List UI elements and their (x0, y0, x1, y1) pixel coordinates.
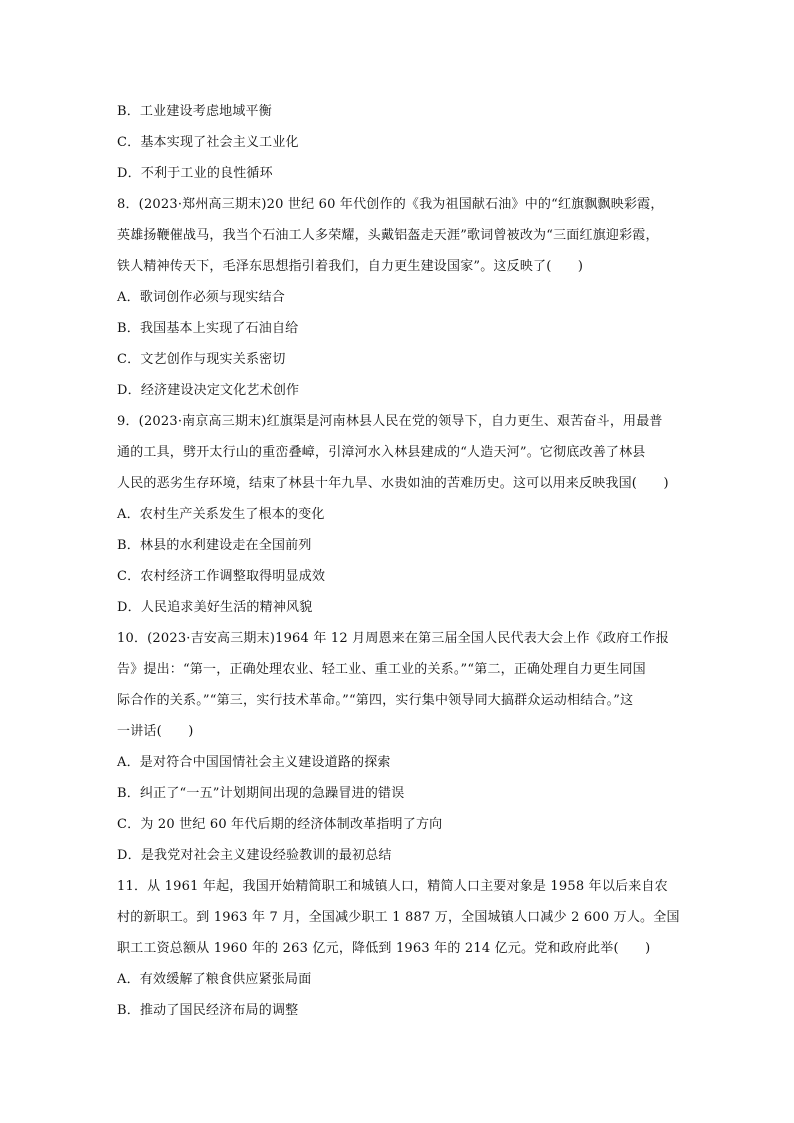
question-8-stem-line: 英雄扬鞭催战马，我当个石油工人多荣耀，头戴铝盔走天涯”歌词曾被改为“三面红旗迎彩霞， (117, 228, 659, 243)
option-c: C．基本实现了社会主义工业化 (117, 135, 299, 150)
question-11-option-b: B．推动了国民经济布局的调整 (117, 1003, 299, 1018)
question-10-stem-line: 一讲话( ) (117, 724, 194, 739)
question-10-stem-line: 10．(2023·吉安高三期末)1964 年 12 月周恩来在第三届全国人民代表大会上作《政府工作报 (117, 631, 669, 646)
question-9-option-c: C．农村经济工作调整取得明显成效 (117, 569, 326, 584)
question-8-option-c: C．文艺创作与现实关系密切 (117, 352, 286, 367)
question-10 (117, 623, 687, 871)
question-11-stem-line: 职工工资总额从 1960 年的 263 亿元，降低到 1963 年的 214 亿元。党和政府此举( ) (117, 941, 651, 956)
question-9-stem-line: 通的工具，劈开太行山的重峦叠嶂，引漳河水入林县建成的“人造天河”。它彻底改善了林县 (117, 445, 646, 460)
question-10-option-b: B．纠正了“一五”计划期间出现的急躁冒进的错误 (117, 786, 405, 801)
question-11-stem-line: 村的新职工。到 1963 年 7 月，全国减少职工 1 887 万，全国城镇人口减少 2 600 万人。全国 (117, 910, 680, 925)
question-9-option-d: D．人民追求美好生活的精神风貌 (117, 600, 313, 615)
question-9 (117, 406, 687, 623)
option-d: D．不利于工业的良性循环 (117, 166, 273, 181)
question-9-stem-line: 人民的恶劣生存环境，结束了林县十年九旱、水贵如油的苦难历史。这可以用来反映我国( ) (117, 476, 669, 491)
question-8-stem-line: 铁人精神传天下，毛泽东思想指引着我们，自力更生建设国家”。这反映了( ) (117, 259, 584, 274)
option-b: B．工业建设考虑地域平衡 (117, 104, 272, 119)
question-8-stem-line: 8．(2023·郑州高三期末)20 世纪 60 年代创作的《我为祖国献石油》中的“红旗飘飘映彩霞， (117, 197, 664, 212)
question-9-option-a: A．农村生产关系发生了根本的变化 (117, 507, 325, 522)
question-10-option-a: A．是对符合中国国情社会主义建设道路的探索 (117, 755, 391, 770)
question-9-option-b: B．林县的水利建设走在全国前列 (117, 538, 312, 553)
previous-question-options (117, 96, 687, 189)
question-8-option-a: A．歌词创作必须与现实结合 (117, 290, 285, 305)
question-11-option-a: A．有效缓解了粮食供应紧张局面 (117, 972, 312, 987)
question-10-stem-line: 告》提出：“第一，正确处理农业、轻工业、重工业的关系。”“第二，正确处理自力更生同国 (117, 662, 646, 677)
question-8 (117, 189, 687, 406)
question-10-option-c: C．为 20 世纪 60 年代后期的经济体制改革指明了方向 (117, 817, 443, 832)
question-11 (117, 871, 687, 1026)
question-8-option-b: B．我国基本上实现了石油自给 (117, 321, 299, 336)
question-11-stem-line: 11．从 1961 年起，我国开始精简职工和城镇人口，精简人口主要对象是 1958 年以后来自农 (117, 879, 668, 894)
question-9-stem-line: 9．(2023·南京高三期末)红旗渠是河南林县人民在党的领导下，自力更生、艰苦奋斗，用最普 (117, 414, 663, 429)
question-10-option-d: D．是我党对社会主义建设经验教训的最初总结 (117, 848, 392, 863)
question-content (117, 96, 687, 1026)
question-10-stem-line: 际合作的关系。”“第三，实行技术革命。”“第四，实行集中领导同大搞群众运动相结合。”这 (117, 693, 634, 708)
question-8-option-d: D．经济建设决定文化艺术创作 (117, 383, 300, 398)
